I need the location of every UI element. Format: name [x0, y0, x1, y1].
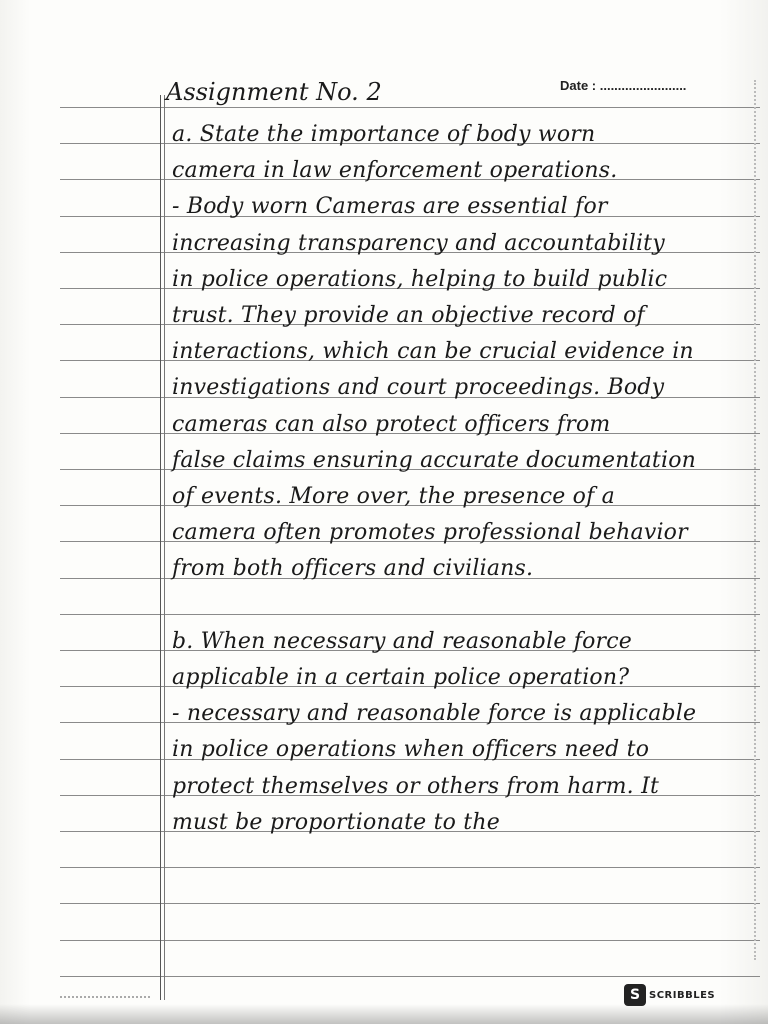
text-line: camera in law enforcement operations.: [172, 158, 618, 183]
text-line: interactions, which can be crucial evidence in: [172, 339, 694, 364]
text-line: - Body worn Cameras are essential for: [172, 194, 608, 219]
text-line: from both officers and civilians.: [172, 556, 534, 581]
scribbles-logo: [624, 984, 715, 1006]
ruled-line: [60, 976, 760, 977]
page-bottom-shadow: [0, 1004, 768, 1024]
bottom-left-dots: [60, 996, 150, 998]
right-edge-dots: [752, 80, 756, 960]
assignment-title: Assignment No. 2: [166, 78, 382, 106]
ruled-line: [60, 867, 760, 868]
text-line: false claims ensuring accurate documentation: [172, 448, 697, 473]
text-line: investigations and court proceedings. Body: [172, 375, 665, 400]
text-line: b. When necessary and reasonable force: [172, 629, 633, 654]
text-line: a. State the importance of body worn: [172, 122, 596, 147]
text-line: in police operations, helping to build public: [172, 267, 668, 292]
text-line: protect themselves or others from harm. It: [172, 774, 659, 799]
text-line: increasing transparency and accountability: [172, 231, 665, 256]
scribbles-logo-icon: S: [624, 984, 646, 1006]
text-line: applicable in a certain police operation?: [172, 665, 630, 690]
date-label: Date : ........................: [560, 78, 687, 93]
margin-line: [160, 95, 161, 1000]
margin-line-inner: [164, 95, 165, 1000]
text-line: - necessary and reasonable force is applicable: [172, 701, 697, 726]
text-line: in police operations when officers need to: [172, 737, 650, 762]
text-line: trust. They provide an objective record of: [172, 303, 645, 328]
text-line: cameras can also protect officers from: [172, 412, 611, 437]
text-line: must be proportionate to the: [172, 810, 500, 835]
ruled-line: [60, 107, 760, 108]
scribbles-logo-text: SCRIBBLES: [649, 989, 716, 1001]
text-line: camera often promotes professional behavior: [172, 520, 688, 545]
text-line: of events. More over, the presence of a: [172, 484, 615, 509]
ruled-line: [60, 940, 760, 941]
ruled-line: [60, 903, 760, 904]
ruled-line: [60, 614, 760, 615]
